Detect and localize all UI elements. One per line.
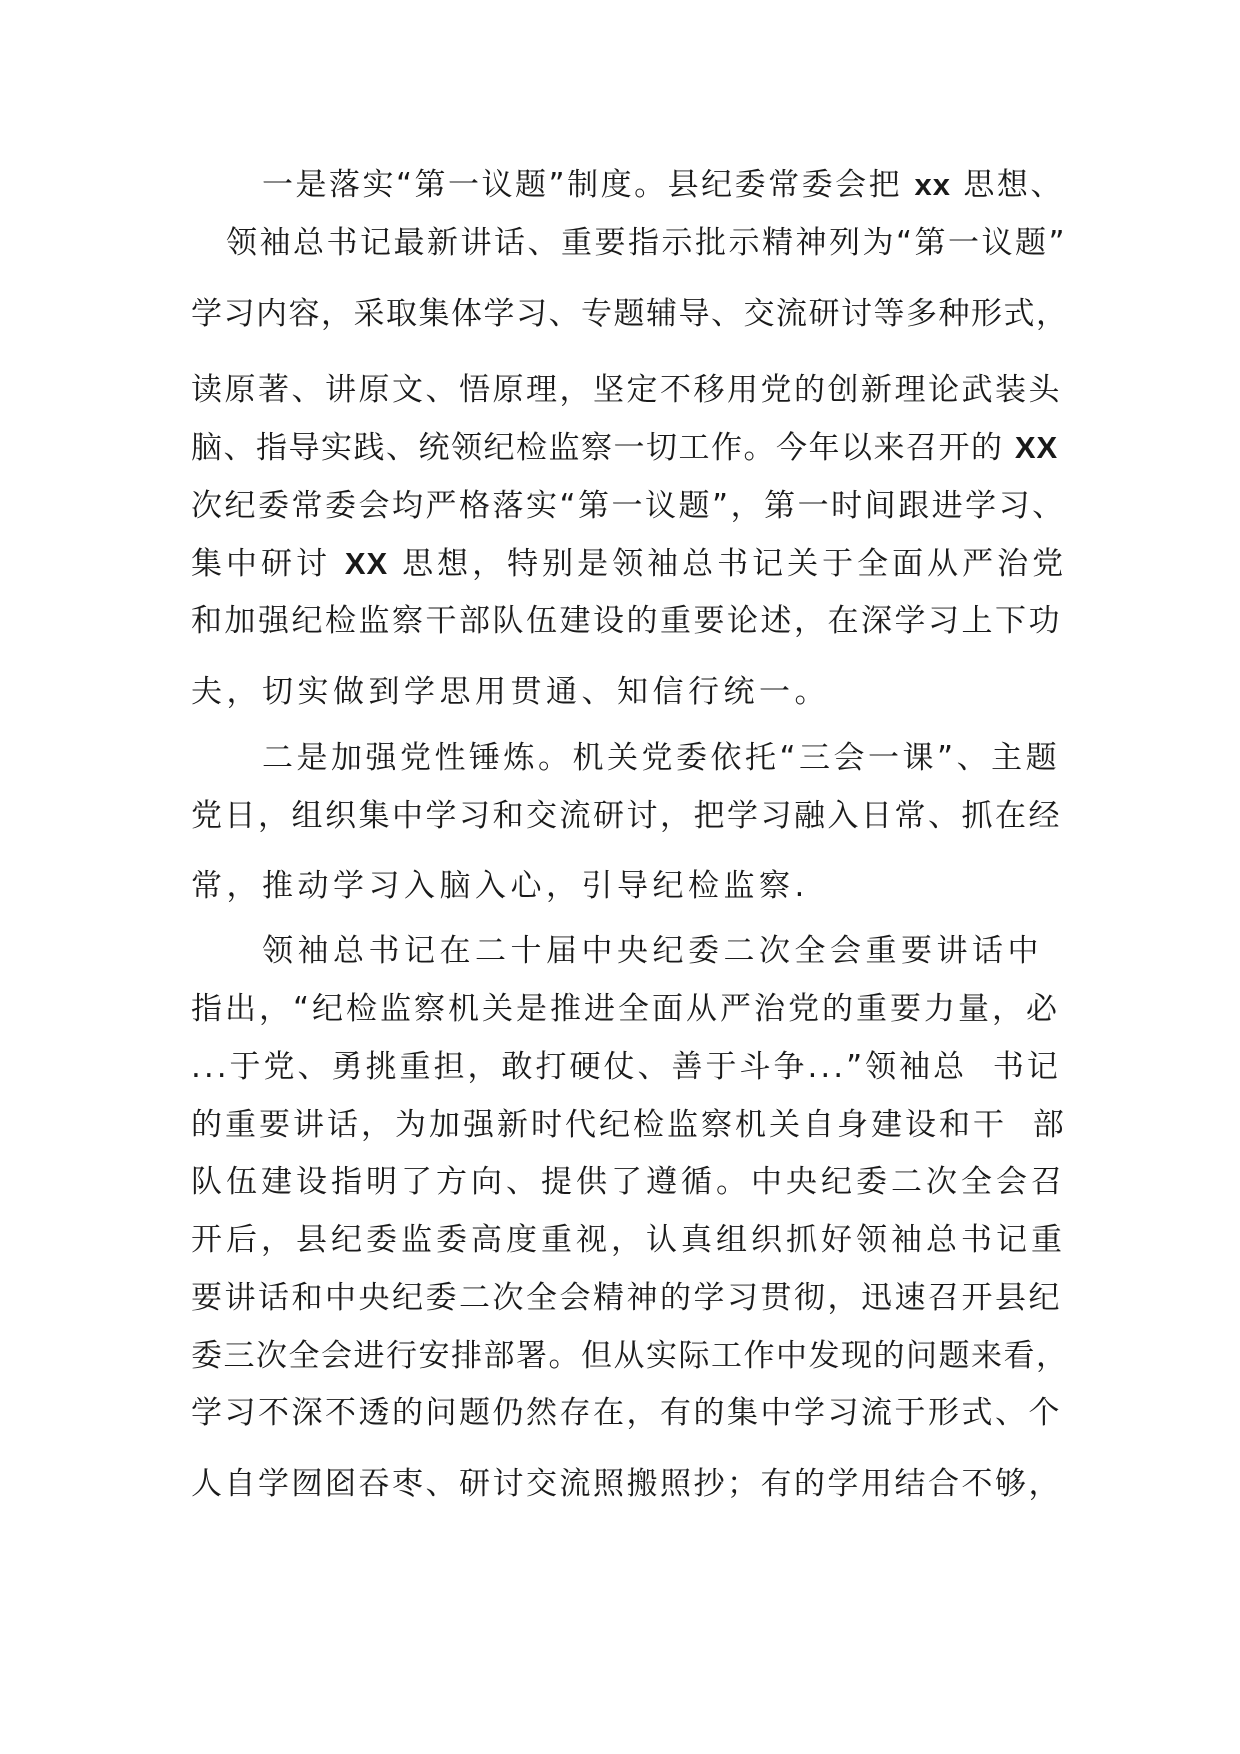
paragraph-1-line-3: 学习内容，采取集体学习、专题辅导、交流研讨等多种形式， (191, 296, 1069, 332)
paragraph-3-line-7: 要讲话和中央纪委二次全会精神的学习贯彻，迅速召开县纪 (191, 1280, 1062, 1316)
placeholder-term: xx (914, 167, 951, 202)
paragraph-3-line-3: ...于党、勇挑重担，敢打硬仗、善于斗争...”领袖总 书记 (191, 1049, 1061, 1085)
paragraph-3-line-2: 指出，“纪检监察机关是推进全面从严治党的重要力量，必 (191, 991, 1061, 1027)
paragraph-1-line-4: 读原著、讲原文、悟原理，坚定不移用党的创新理论武装头 (191, 372, 1062, 408)
paragraph-3-line-4: 的重要讲话，为加强新时代纪检监察机关自身建设和干 部 (191, 1107, 1067, 1143)
paragraph-3-line-6: 开后，县纪委监委高度重视，认真组织抓好领袖总书记重 (191, 1222, 1066, 1258)
paragraph-1-line-7: 集中研讨 XX 思想，特别是领袖总书记关于全面从严治党 (191, 546, 1068, 582)
paragraph-1-line-9: 夫，切实做到学思用贯通、知信行统一。 (191, 674, 830, 710)
paragraph-3-line-8: 委三次全会进行安排部署。但从实际工作中发现的问题来看， (191, 1338, 1069, 1374)
placeholder-term: XX (1014, 430, 1059, 465)
paragraph-2-line-1: 二是加强党性锤炼。机关党委依托“三会一课”、主题 (262, 740, 1061, 776)
paragraph-3-line-1: 领袖总书记在二十届中央纪委二次全会重要讲话中 (262, 933, 1043, 969)
paragraph-2-line-2: 党日，组织集中学习和交流研讨，把学习融入日常、抓在经 (191, 798, 1062, 834)
paragraph-3-line-9: 学习不深不透的问题仍然存在，有的集中学习流于形式、个 (191, 1395, 1062, 1431)
paragraph-1-line-5: 脑、指导实践、统领纪检监察一切工作。今年以来召开的 XX (191, 430, 1059, 466)
placeholder-term: XX (344, 546, 389, 581)
paragraph-1-line-8: 和加强纪检监察干部队伍建设的重要论述，在深学习上下功 (191, 603, 1062, 639)
paragraph-3-line-10: 人自学囫囵吞枣、研讨交流照搬照抄；有的学用结合不够， (191, 1466, 1062, 1502)
paragraph-1-line-1: 一是落实“第一议题”制度。县纪委常委会把 xx 思想、 (262, 167, 1064, 203)
paragraph-2-line-3: 常，推动学习入脑入心，引导纪检监察. (191, 868, 809, 904)
paragraph-1-line-2: 领袖总书记最新讲话、重要指示批示精神列为“第一议题” (226, 225, 1068, 261)
paragraph-3-line-5: 队伍建设指明了方向、提供了遵循。中央纪委二次全会召 (191, 1164, 1066, 1200)
paragraph-1-line-6: 次纪委常委会均严格落实“第一议题”，第一时间跟进学习、 (191, 488, 1066, 524)
